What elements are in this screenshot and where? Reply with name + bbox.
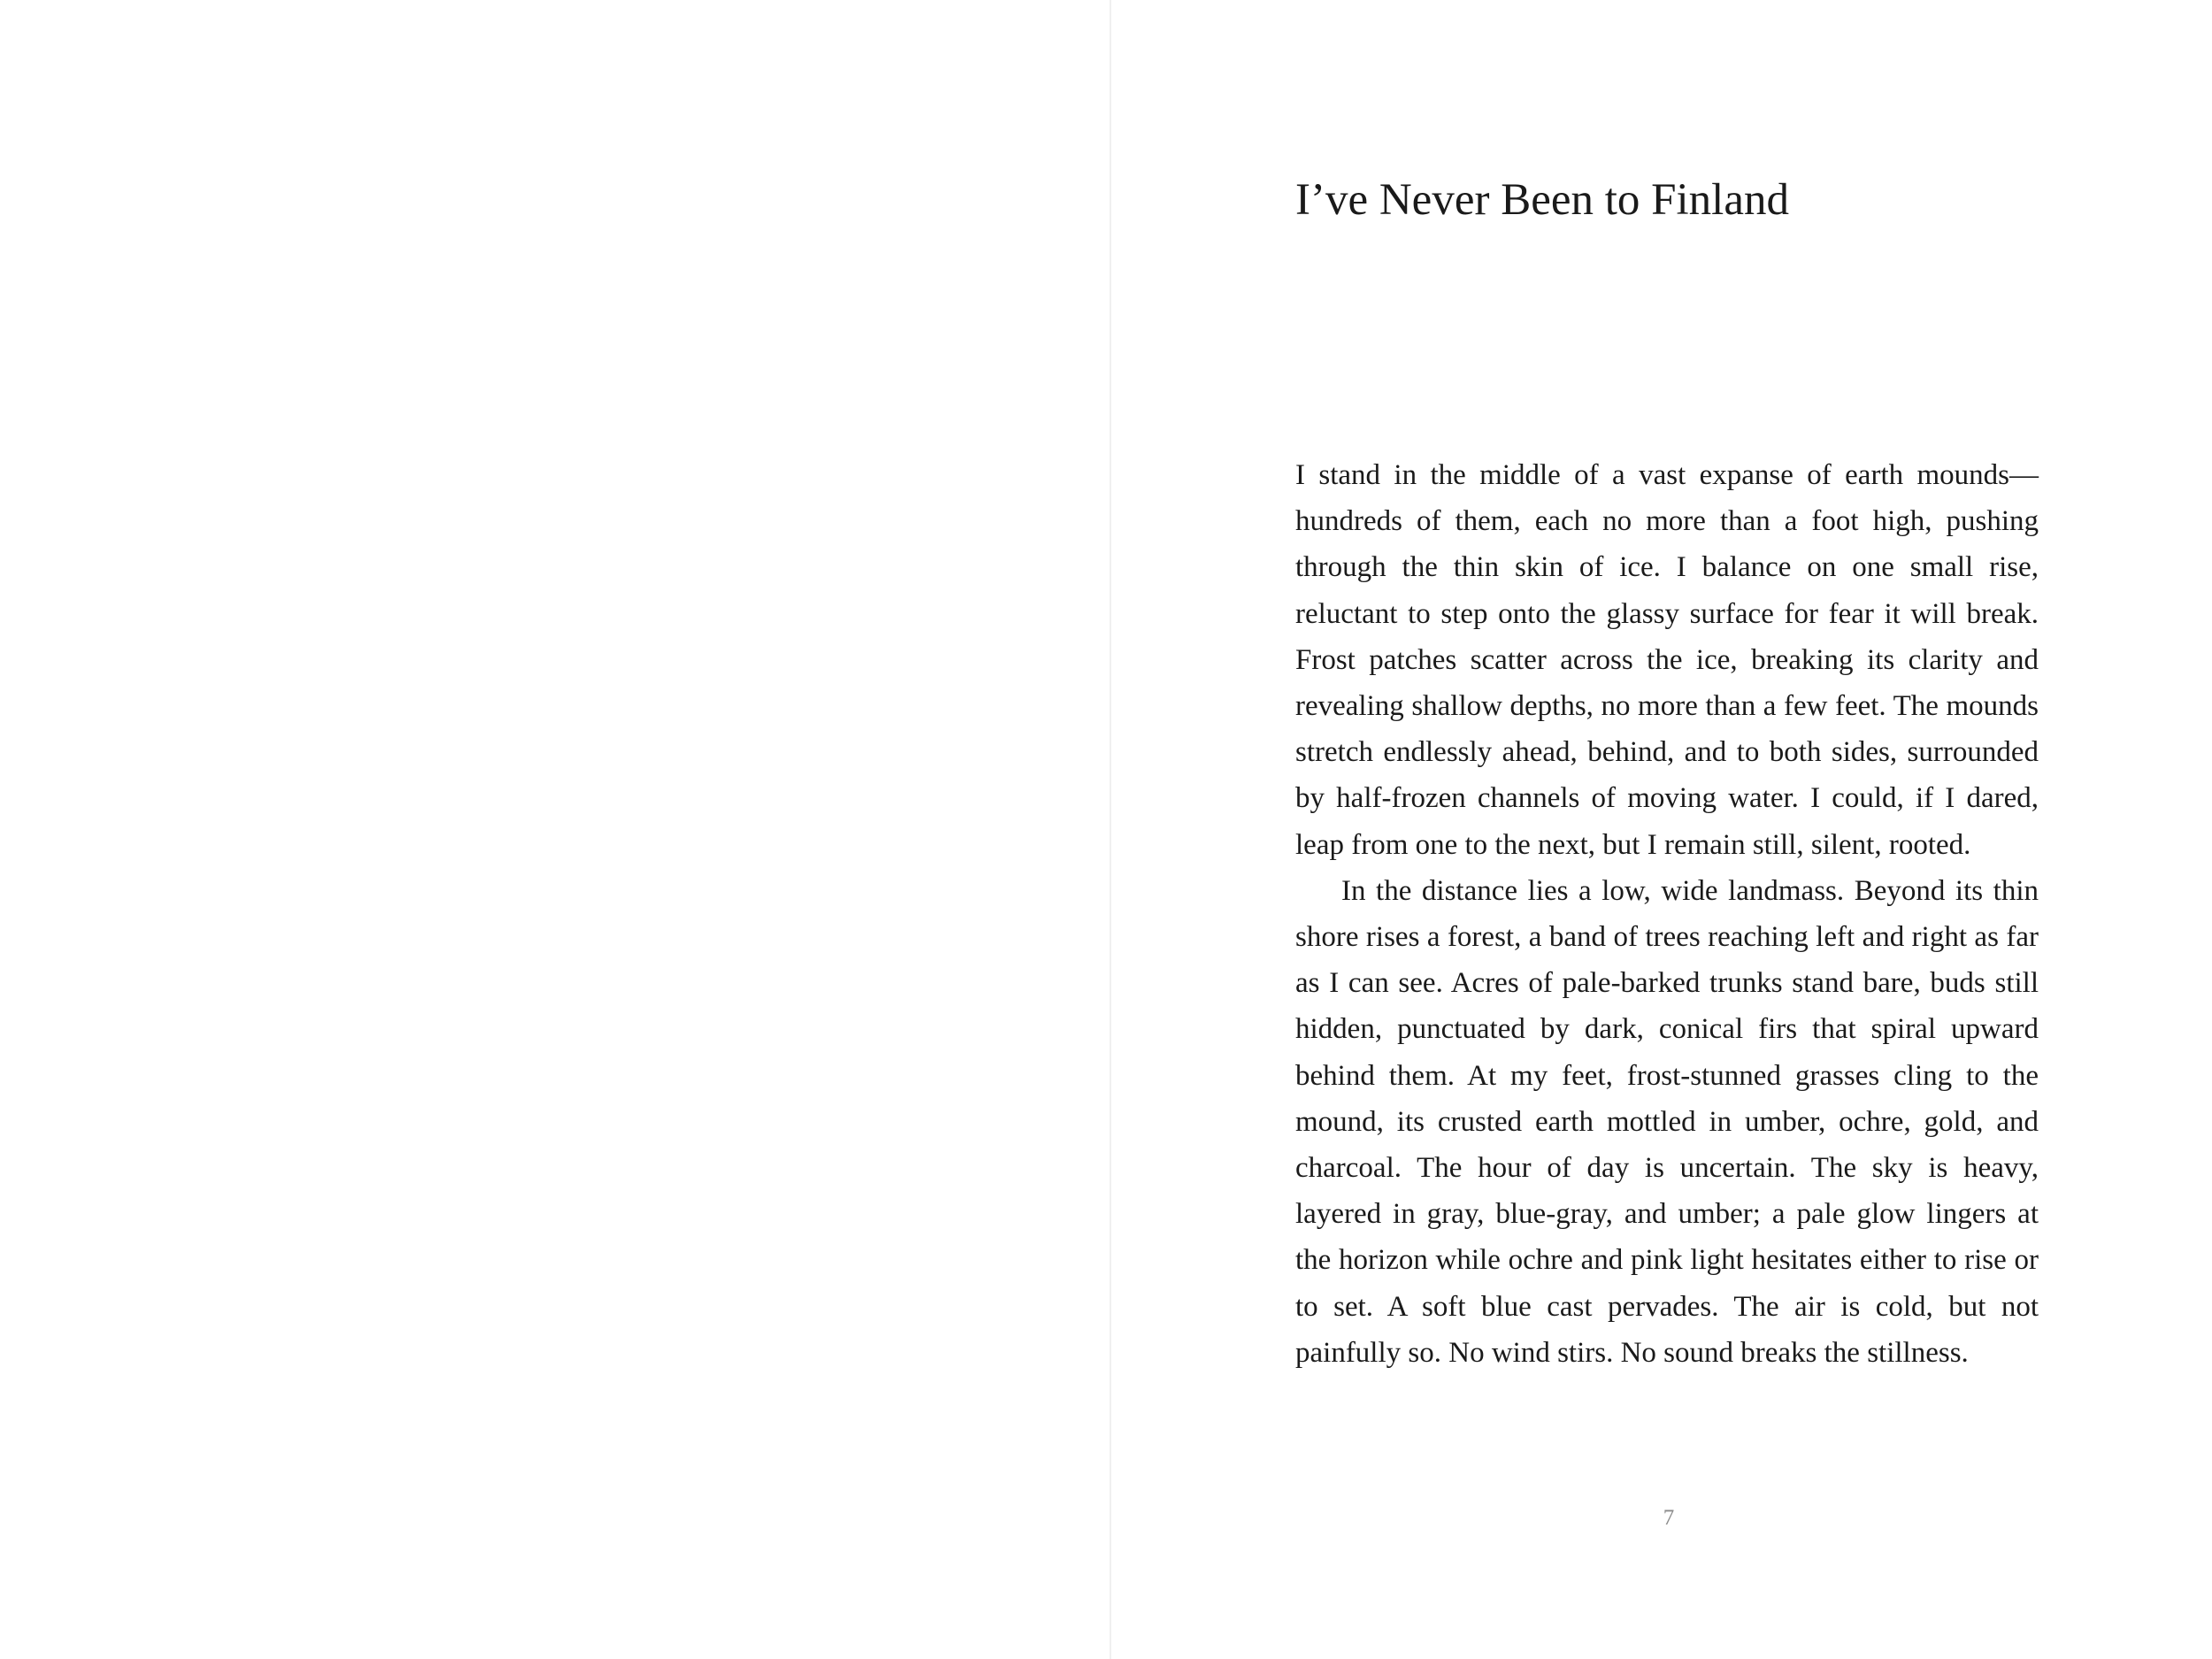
paragraph-2: In the distance lies a low, wide landmass. Beyond its thin shore rises a forest, a band of trees reaching left and right as far as I can see. Acres of pale-barked trunks stand bare, buds still hidden, punctuated by dark, conical firs that spiral upward behind them. At my feet, frost-stunned grasses cling to the mound, its crusted earth mottled in umber, ochre, gold, and charcoal. The hour of day is uncertain. The sky is heavy, layered in gray, blue-gray, and umber; a pale glow lingers at the horizon while ochre and pink light hesitates either to rise or to set. A soft blue cast pervades. The air is cold, but not painfully so. No wind stirs. No sound breaks the stillness.: [1295, 874, 2039, 1369]
right-page: [1111, 0, 2212, 1659]
chapter-body: [1295, 452, 2039, 1376]
paragraph-1: I stand in the middle of a vast expanse of earth mounds—hundreds of them, each no more than a foot high, pushing through the thin skin of ice. I balance on one small rise, reluctant to step onto the glassy surface for fear it will break. Frost patches scatter across the ice, breaking its clarity and revealing shallow depths, no more than a few feet. The mounds stretch endlessly ahead, behind, and to both sides, surrounded by half-frozen channels of moving water. I could, if I dared, leap from one to the next, but I remain still, silent, rooted.: [1295, 459, 2039, 861]
chapter-title: I’ve Never Been to Finland: [1295, 175, 1789, 225]
page-number: 7: [1663, 1506, 1675, 1530]
